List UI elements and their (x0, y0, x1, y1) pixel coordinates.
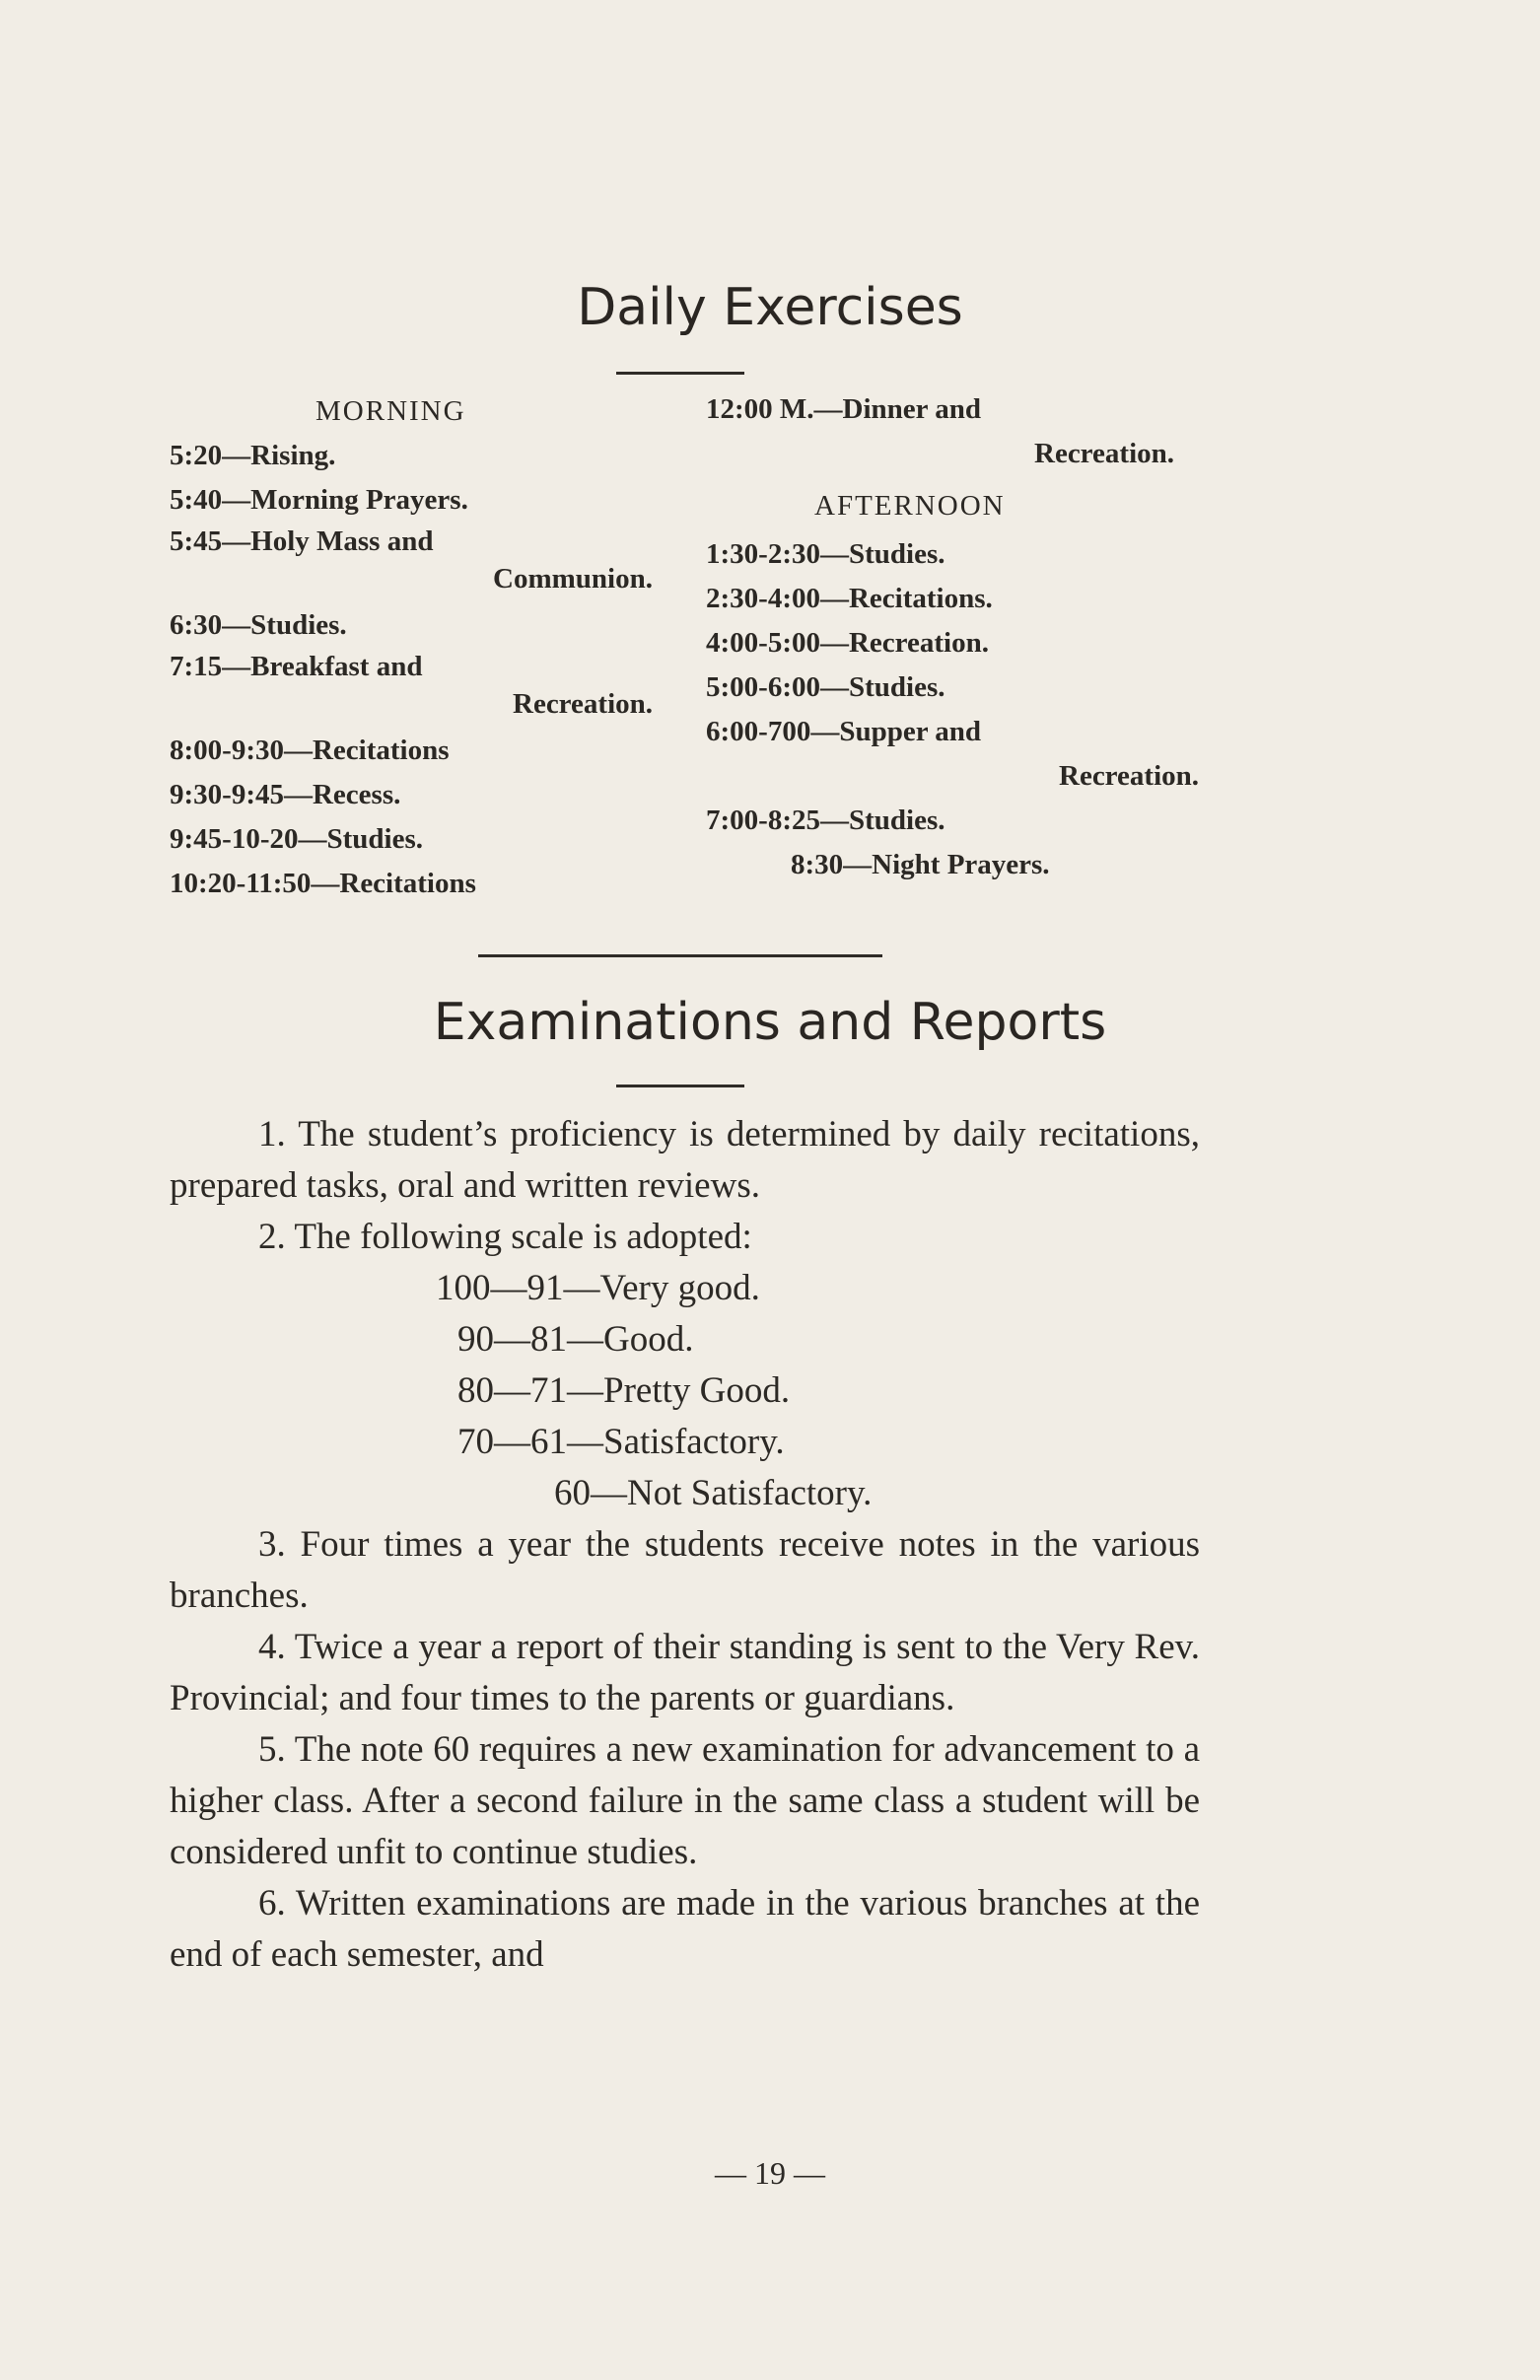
schedule-item: 2:30-4:00—Recitations. (706, 583, 993, 614)
schedule-item: 10:20-11:50—Recitations (170, 868, 476, 899)
paragraph-6: 6. Written examinations are made in the various branches at the end of each semester, and (170, 1883, 1200, 1975)
schedule-item-continuation: Recreation. (1059, 760, 1199, 792)
schedule-item: 6:00-700—Supper and (706, 716, 982, 747)
afternoon-heading: AFTERNOON (814, 490, 1006, 522)
examinations-body (170, 1109, 1200, 1981)
title-rule (616, 372, 744, 375)
schedule-item: 8:30—Night Prayers. (791, 849, 1050, 880)
morning-heading: MORNING (315, 395, 466, 427)
scale-item: 90—81—Good. (457, 1319, 694, 1360)
schedule-item: 9:45-10-20—Studies. (170, 823, 423, 855)
schedule-item: 5:40—Morning Prayers. (170, 484, 468, 516)
scale-item: 80—71—Pretty Good. (457, 1370, 791, 1411)
schedule-item: 5:00-6:00—Studies. (706, 671, 945, 703)
schedule-item: 5:20—Rising. (170, 440, 336, 471)
morning-column (170, 389, 653, 906)
daily-exercises-title: Daily Exercises (577, 278, 963, 337)
schedule-item: 8:00-9:30—Recitations (170, 735, 450, 766)
schedule-item: 6:30—Studies. (170, 609, 347, 641)
paragraph-5: 5. The note 60 requires a new examination for advancement to a higher class. After a second failure in the same class a student will be considered unfit to continue studies. (170, 1729, 1200, 1872)
schedule-item: 5:45—Holy Mass and (170, 525, 434, 557)
schedule-item: 7:15—Breakfast and (170, 651, 423, 682)
noon-item-continuation: Recreation. (1034, 438, 1174, 469)
paragraph-2: 2. The following scale is adopted: (258, 1217, 752, 1257)
schedule-item: 4:00-5:00—Recreation. (706, 627, 989, 659)
schedule-item-continuation: Recreation. (513, 688, 653, 720)
schedule-item: 1:30-2:30—Studies. (706, 538, 945, 570)
noon-item: 12:00 M.—Dinner and (706, 393, 982, 425)
section-divider (478, 954, 882, 957)
examinations-title: Examinations and Reports (433, 993, 1107, 1052)
schedule-item: 7:00-8:25—Studies. (706, 805, 945, 836)
schedule-item-continuation: Communion. (493, 563, 653, 595)
schedule-item: 9:30-9:45—Recess. (170, 779, 401, 810)
grading-scale (170, 1263, 1200, 1519)
paragraph-3: 3. Four times a year the students receive notes in the various branches. (170, 1524, 1200, 1616)
paragraph-1: 1. The student’s proficiency is determined by daily recitations, prepared tasks, oral and written reviews. (170, 1114, 1200, 1206)
paragraph-4: 4. Twice a year a report of their standing is sent to the Very Rev. Provincial; and four times to the parents or guardians. (170, 1627, 1200, 1718)
title-rule (616, 1085, 744, 1087)
scale-item: 60—Not Satisfactory. (554, 1473, 873, 1513)
scale-item: 70—61—Satisfactory. (457, 1422, 785, 1462)
page-number: — 19 — (715, 2155, 825, 2191)
scale-item: 100—91—Very good. (436, 1268, 760, 1308)
noon-afternoon-column (706, 387, 1204, 887)
